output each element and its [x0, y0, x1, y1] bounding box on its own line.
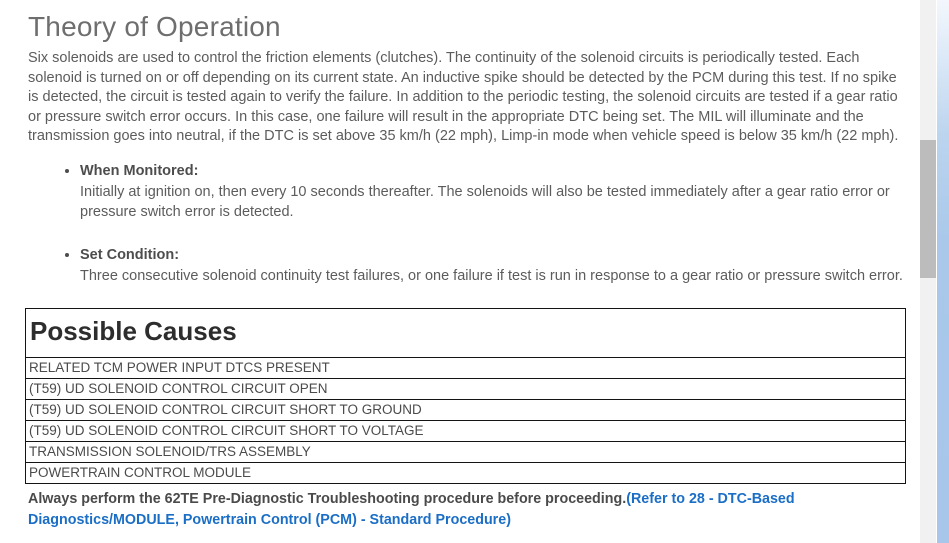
vertical-scrollbar-track[interactable]: [920, 0, 936, 543]
vertical-scrollbar-thumb[interactable]: [920, 140, 936, 278]
note-bold-text: Always perform the 62TE Pre-Diagnostic Troubleshooting procedure before proceeding.: [28, 491, 627, 508]
table-row: [26, 442, 906, 463]
right-edge-accent-strip: [937, 0, 949, 543]
bullet-text: Three consecutive solenoid continuity test failures, or one failure if test is run in response to a gear ratio or pressure switch error.: [80, 267, 903, 284]
table-header: Possible Causes: [26, 309, 906, 358]
bullet-item-set-condition: [80, 245, 906, 287]
table-row: [26, 358, 906, 379]
table-row: [26, 463, 906, 484]
intro-paragraph: Six solenoids are used to control the friction elements (clutches). The continuity of the solenoid circuits is periodically tested. Each solenoid is turned on or off depending on its current state. An inductive spike should be detected by the PCM during this test. If no spike is detected, the circuit is tested again to verify the failure. In addition to the periodic testing, the solenoid circuits are tested if a gear ratio or pressure switch error occurs. In this case, one failure will result in the appropriate DTC being set. The MIL will illuminate and the transmission goes into neutral, if the DTC is set above 35 km/h (22 mph), Limp-in mode when vehicle speed is below 35 km/h (22 mph).: [28, 50, 899, 145]
table-cell: (T59) UD SOLENOID CONTROL CIRCUIT SHORT TO VOLTAGE: [26, 421, 906, 442]
page-title: Theory of Operation: [28, 11, 281, 42]
table-row: [26, 400, 906, 421]
table-cell: POWERTRAIN CONTROL MODULE: [26, 463, 906, 484]
bullet-label: • Set Condition:: [80, 246, 180, 263]
table-cell: (T59) UD SOLENOID CONTROL CIRCUIT OPEN: [26, 379, 906, 400]
table-header-row: [26, 309, 906, 358]
refer-link[interactable]: (Refer to 28 - DTC-Based Diagnostics/MODULE, Powertrain Control (PCM) - Standard Procedure): [28, 491, 795, 528]
document-page: [28, 0, 906, 530]
possible-causes-table: [25, 308, 906, 484]
bullet-text: Initially at ignition on, then every 10 seconds thereafter. The solenoids will also be tested immediately after a gear ratio error or pressure switch error is detected.: [80, 183, 890, 221]
table-cell: RELATED TCM POWER INPUT DTCS PRESENT: [26, 358, 906, 379]
bullet-label: • When Monitored:: [80, 162, 199, 179]
pre-diagnostic-note: [28, 489, 906, 530]
table-cell: (T59) UD SOLENOID CONTROL CIRCUIT SHORT TO GROUND: [26, 400, 906, 421]
table-row: [26, 421, 906, 442]
table-cell: TRANSMISSION SOLENOID/TRS ASSEMBLY: [26, 442, 906, 463]
condition-bullet-list: [28, 161, 906, 287]
bullet-item-when-monitored: [80, 161, 906, 223]
table-row: [26, 379, 906, 400]
